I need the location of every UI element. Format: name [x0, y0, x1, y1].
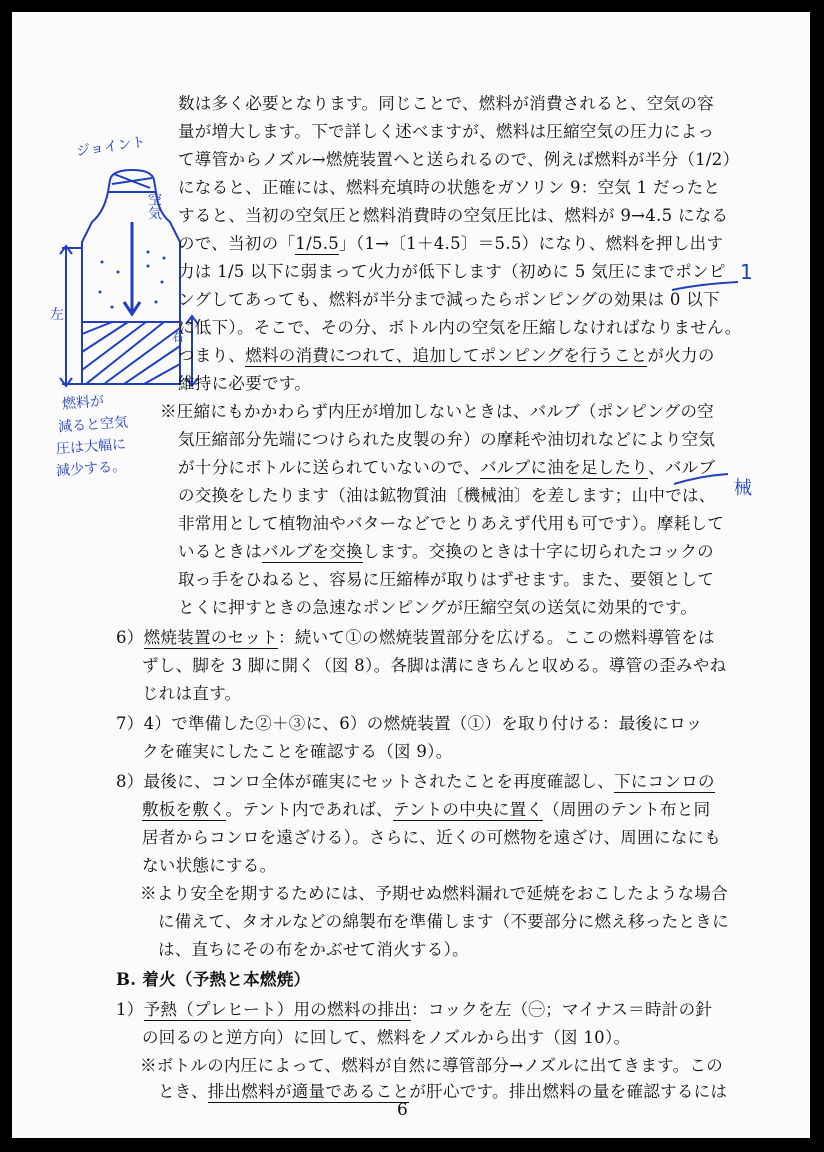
text-line: は、直ちにその布をかぶせて消火する）。 [158, 940, 469, 959]
text-line: 非常用として植物油やバターなどでとりあえず代用も可です）。摩耗して [178, 514, 725, 533]
text-line: ない状態にする。 [142, 856, 277, 875]
handwritten-joint: ジョイント [75, 134, 147, 160]
text-line: 8）最後に、コンロ全体が確実にセットされたことを再度確認し、下にコンロの [116, 772, 715, 791]
text-line: に低下）。そこで、その分、ボトル内の空気を圧縮しなければなりません。 [178, 318, 742, 337]
handwritten-right-label: 右 [172, 330, 185, 344]
text-line: になると、正確には、燃料充填時の状態をガソリン 9：空気 1 だったと [178, 178, 721, 197]
page-number: 6 [397, 1100, 408, 1120]
text-line: て導管からノズル→燃焼装置へと送られるので、例えば燃料が半分（1/2） [178, 150, 740, 169]
handwritten-note-4: 減少する。 [55, 458, 127, 480]
text-line: の回るのと逆方向）に回して、燃料をノズルから出す（図 10）。 [142, 1028, 631, 1047]
text-line: ※より安全を期するためには、予期せぬ燃料漏れで延焼をおこしたような場合 [140, 884, 728, 903]
handwritten-note-2: 減ると空気 [57, 414, 129, 436]
text-line: 1）予熱（プレヒート）用の燃料の排出：コックを左（㊀；マイナス＝時計の針 [116, 1000, 713, 1019]
text-line: 敷板を敷く。テント内であれば、テントの中央に置く（周囲のテント布と同 [142, 800, 711, 819]
text-line: 量が増大します。下で詳しく述べますが、燃料は圧縮空気の圧力によっ [178, 122, 715, 141]
text-line: いるときはバルブを交換します。交換のときは十字に切られたコックの [178, 542, 714, 561]
handwritten-note-1: 燃料が [61, 393, 105, 413]
text-line: 取っ手をひねると、容易に圧縮棒が取りはずせます。また、要領として [178, 570, 715, 589]
text-line: に備えて、タオルなどの綿製布を準備します（不要部分に燃え移ったときに [158, 912, 729, 931]
text-line: とくに押すときの急速なポンピングが圧縮空気の送気に効果的です。 [178, 598, 698, 617]
text-line: の交換をしたります（油は鉱物質油〔機械油〕を差します；山中では、 [178, 486, 716, 505]
text-line: ※ボトルの内圧によって、燃料が自然に導管部分→ノズルに出てきます。この [140, 1056, 724, 1075]
handwritten-air: 空気 [146, 192, 162, 220]
text-line: とき、排出燃料が適量であることが肝心です。排出燃料の量を確認するには [158, 1082, 728, 1101]
air-arrow [124, 222, 140, 314]
text-line: 維持に必要です。 [178, 374, 312, 393]
text-line: ずし、脚を 3 脚に開く（図 8）。各脚は溝にきちんと収める。導管の歪みやね [142, 656, 727, 675]
handwritten-note-3: 圧は大幅に [55, 436, 127, 458]
text-line: つまり、燃料の消費につれて、追加してポンピングを行うことが火力の [178, 346, 715, 365]
text-line: 居者からコンロを遠ざける）。さらに、近くの可燃物を遠ざけ、周囲になにも [142, 828, 722, 847]
handwritten-margin-1: 1 [740, 260, 753, 284]
text-line: クを確実にしたことを確認する（図 9）。 [142, 742, 453, 761]
text-line: ングしてあっても、燃料が半分まで減ったらポンピングの効果は 0 以下 [178, 290, 720, 309]
text-line: 気圧縮部分先端につけられた皮製の弁）の摩耗や油切れなどにより空気 [178, 430, 716, 449]
text-line: ので、当初の「1/5.5」（1→〔1＋4.5〕＝5.5）になり、燃料を押し出す [178, 234, 724, 253]
text-line: が十分にボトルに送られていないので、バルブに油を足したり、バルブ [178, 458, 716, 477]
text-line: 力は 1/5 以下に弱まって火力が低下します（初めに 5 気圧にまでポンピ [178, 262, 726, 281]
section-heading: B. 着火（予熱と本燃焼） [116, 970, 311, 989]
document-page [12, 12, 810, 1138]
text-line: ※圧縮にもかかわらず内圧が増加しないときは、バルブ（ポンピングの空 [160, 402, 715, 421]
text-line: すると、当初の空気圧と燃料消費時の空気圧比は、燃料が 9→4.5 になる [178, 206, 729, 225]
text-line: 6）燃焼装置のセット：続いて①の燃焼装置部分を広げる。ここの燃料導管をは [116, 628, 715, 647]
text-line: 数は多く必要となります。同じことで、燃料が消費されると、空気の容 [178, 94, 714, 113]
text-line: じれは直す。 [142, 684, 242, 703]
handwritten-margin-machine: 械 [734, 478, 752, 499]
text-line: 7）4）で準備した②＋③に、6）の燃焼装置（①）を取り付ける：最後にロッ [116, 714, 703, 733]
handwritten-left-label: 左 [50, 307, 64, 323]
